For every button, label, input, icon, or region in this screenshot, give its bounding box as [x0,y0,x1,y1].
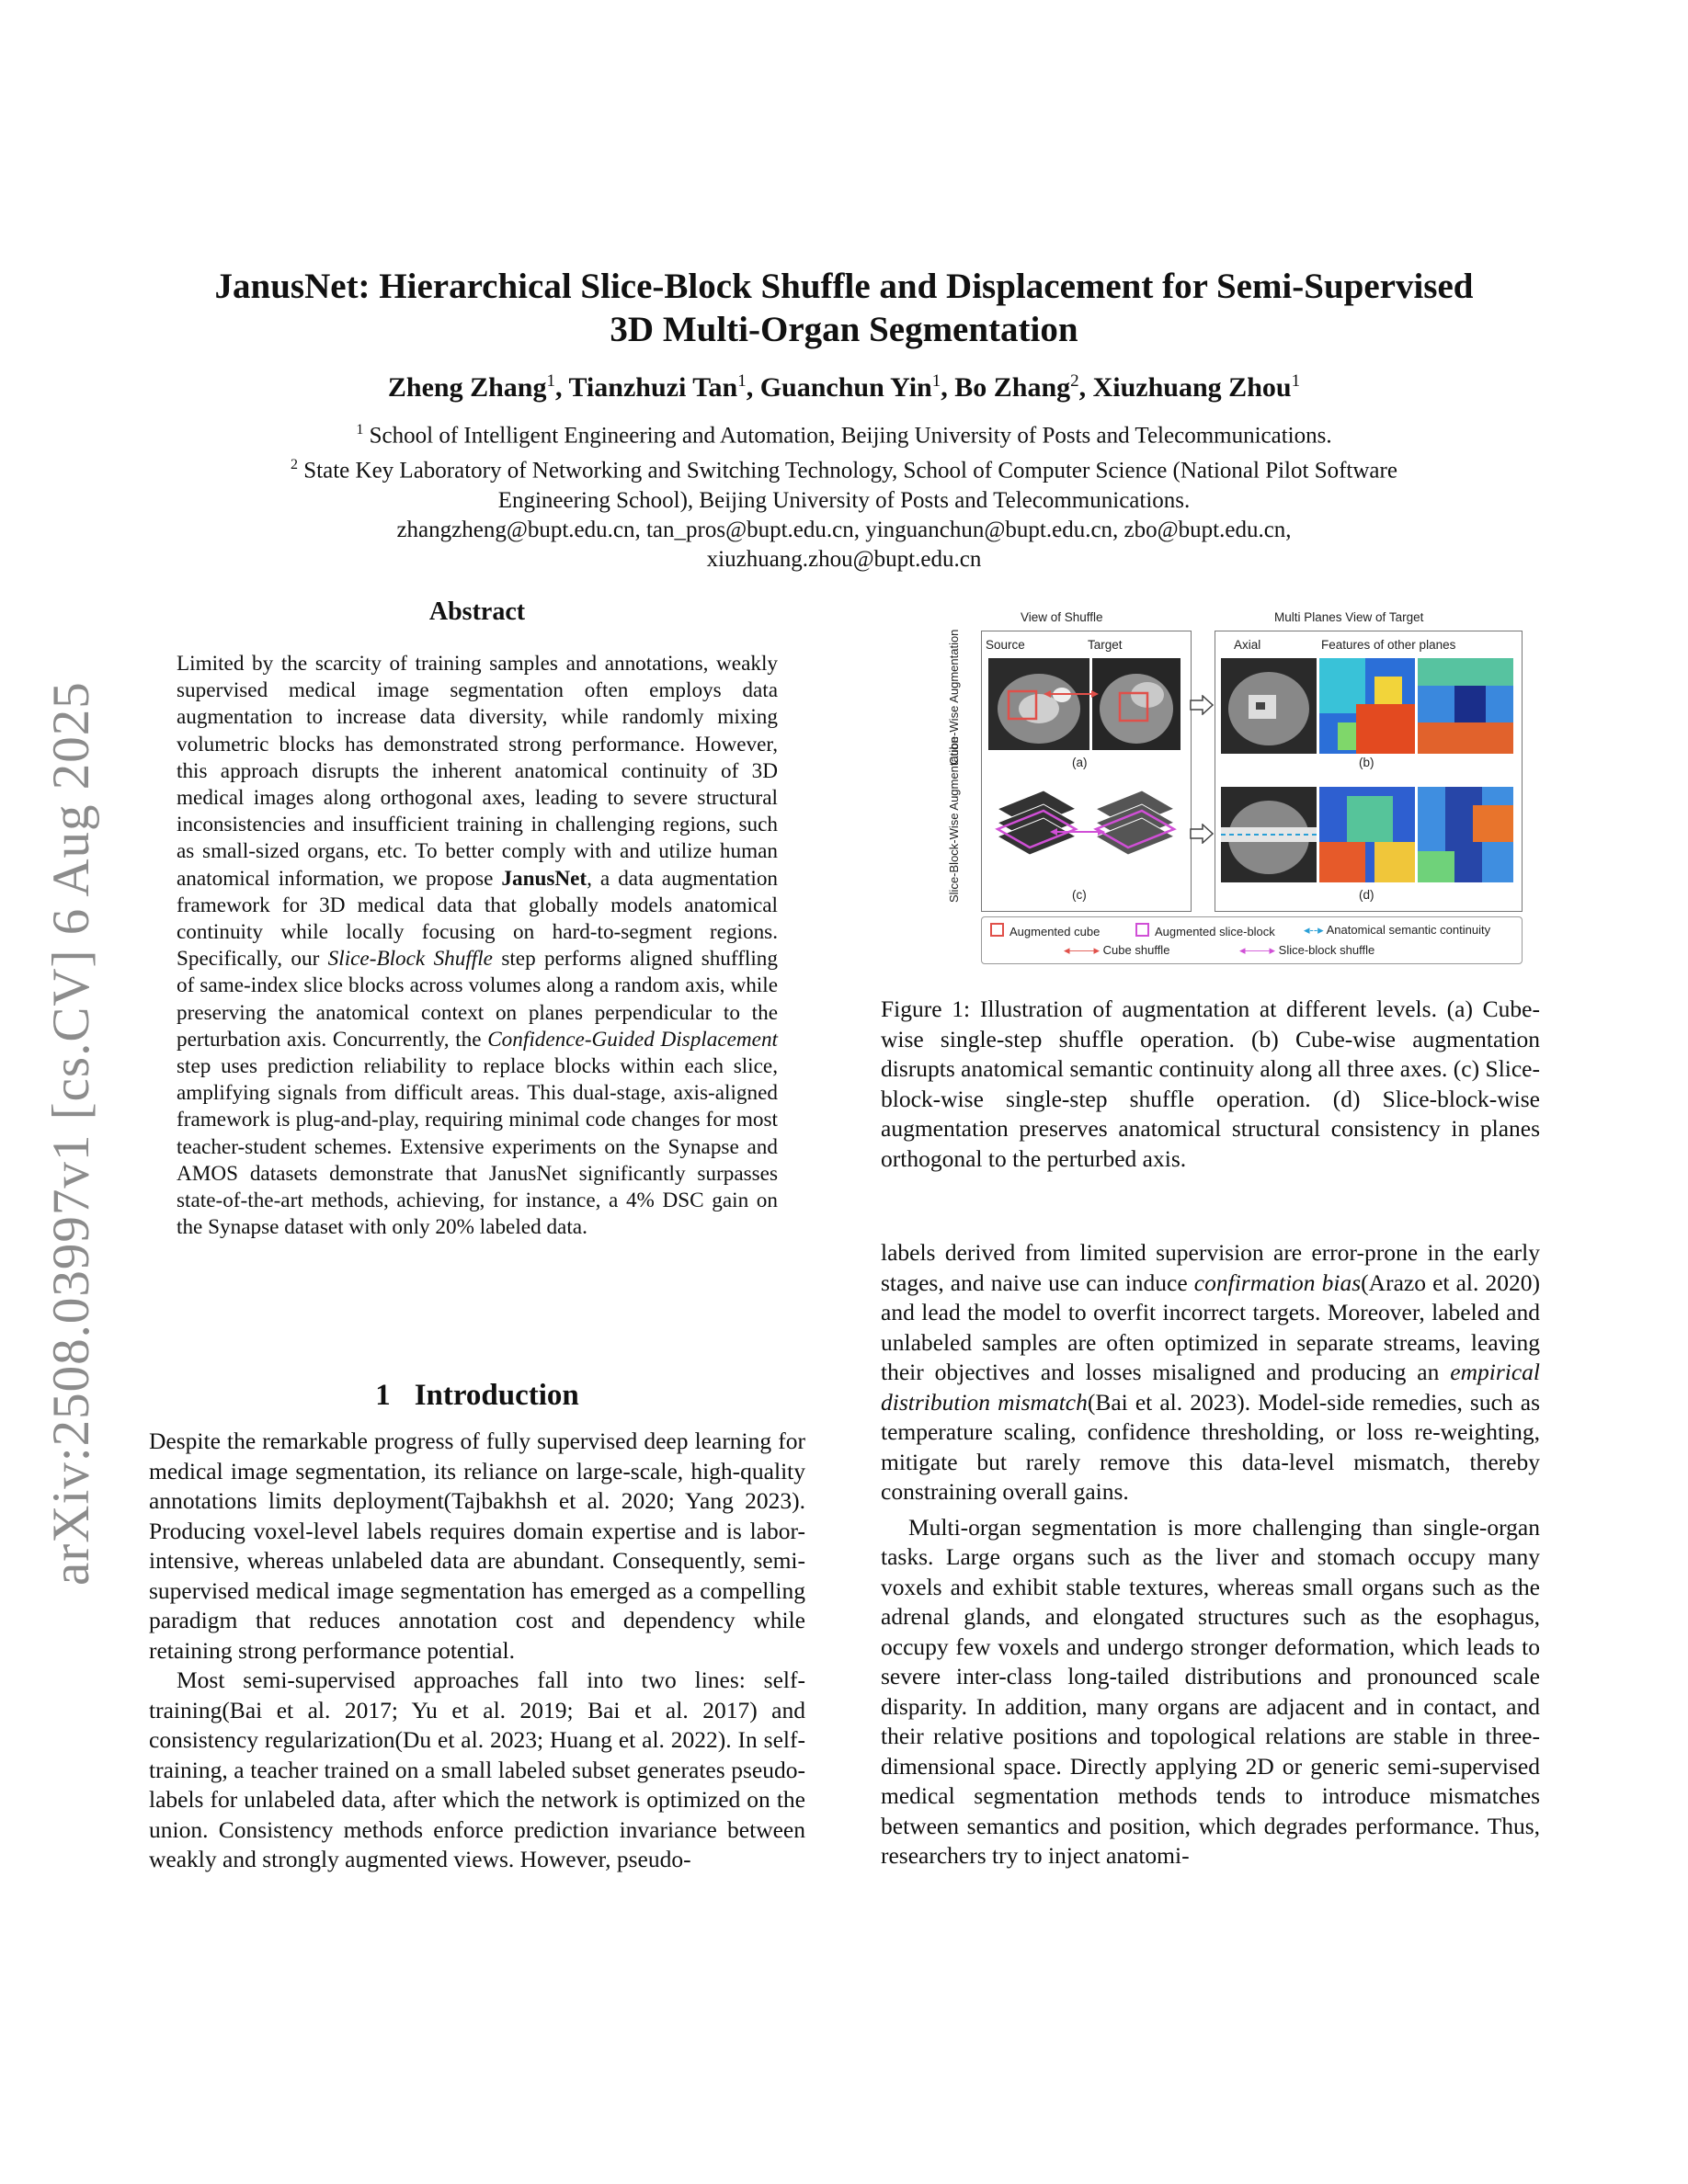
row1-label: Cube-Wise Augmentation [947,629,961,765]
col-features-label: Features of other planes [1321,638,1456,652]
title-line-2: 3D Multi-Organ Segmentation [610,310,1078,349]
figure-header-left: View of Shuffle [1021,610,1103,624]
author-affiliation-mark: 1 [931,371,941,391]
author-affiliation-mark: 1 [1291,371,1301,391]
affiliation-1 [138,415,1550,450]
text-run: (Bai et al. 2023). Model-side remedies, such as temperature scaling, confidence thresholding, or loss re-weighting, mitigate but rarely remove this data-level mismatch, thereby constraining overall gains. [881,1388,1540,1505]
paragraph [881,1238,1540,1507]
abstract-run: , a data augmentation framework for 3D medical data that globally models anatomical continuity while locally focusing on hard-to-segment regions. Specifically, our [177,866,779,972]
legend-arrow-icon: ◂——▸ [1239,943,1279,957]
section-title: Introduction [414,1379,579,1412]
figure-caption: Figure 1: Illustration of augmentation at different levels. (a) Cube-wise single-step shuffle operation. (b) Cube-wise augmentation disrupts anatomical semantic continuity along all three axes. (c) Slice-block-wise single-step shuffle operation. (d) Slice-block-wise augmentation preserves anatomical structural consistency in planes orthogonal to the perturbed axis. [881,995,1540,1172]
abstract-run: step uses prediction reliability to replace blocks within each slice, amplifying signals from difficult areas. This dual-stage, axis-aligned framework is plug-and-play, requiring minimal code changes for most teacher-student schemes. Extensive experiments on the Synapse and AMOS datasets demonstrate that JanusNet significantly surpasses state-of-the-art methods, achieving, for instance, a 4% DSC gain on the Synapse dataset with only 20% labeled data. [177,1054,778,1240]
legend-swatch [990,923,1004,937]
author-name: Xiuzhuang Zhou [1092,372,1292,403]
abstract-bold: JanusNet [501,866,587,891]
title-line-1: JanusNet: Hierarchical Slice-Block Shuffle and Displacement for Semi-Supervised [214,267,1474,306]
author-affiliation-mark: 2 [1070,371,1079,391]
paragraph: Despite the remarkable progress of fully supervised deep learning for medical image segmentation, its reliance on large-scale, high-quality annotations limits deployment(Tajbakhsh et al. 2020; Yang 2023). Producing voxel-level labels requires domain expertise and is labor-intensive, whereas unlabeled data are abundant. Consequently, semi-supervised medical image segmentation has emerged as a compelling paradigm that reduces annotation cost and dependency while retaining strong performance potential. [149,1428,805,1664]
abstract-emphasis: Slice-Block Shuffle [327,947,493,972]
abstract-run: step performs aligned shuffling of same-index slice blocks across volumes along a random axis, while preserving the anatomical context on planes perpendicular to the perturbation axis. Concurrently, the [177,947,778,1052]
author-affiliation-mark: 1 [546,371,555,391]
affiliation-2-cont: Engineering School), Beijing University of Posts and Telecommunications. [497,487,1191,513]
panel-d-label: (d) [1359,888,1374,902]
feature-map-d1 [1319,787,1415,882]
panel-c-label: (c) [1072,888,1087,902]
author-name: Guanchun Yin [759,372,932,403]
paragraph: Most semi-supervised approaches fall into two lines: self-training(Bai et al. 2017; Yu et al. 2019; Bai et al. 2017) and consistency regularization(Du et al. 2023; Huang et al. 2022). In self-training, a teacher trained on a small labeled subset generates pseudo-labels for unlabeled data, after which the network is optimized on the union. Consistency methods enforce prediction invariance between weakly and strongly augmented views. However, pseudo- [149,1666,805,1872]
right-arrow-icon [1190,824,1214,844]
col-target-label: Target [1088,638,1123,652]
legend-augmented-cube [990,923,1100,938]
legend-label: Anatomical semantic continuity [1326,923,1491,937]
affiliation-2 [138,450,1550,485]
right-arrow-icon [1190,695,1214,715]
author-name: Zheng Zhang [387,372,547,403]
author-affiliation-mark: 1 [737,371,747,391]
paragraph: Multi-organ segmentation is more challenging than single-organ tasks. Large organs such as the liver and stomach occupy many voxels and exhibit stable textures, whereas small organs such as the adrenal glands, and elongated structures such as the esophagus, occupy few voxels and undergo stronger deformation, which leads to severe inter-class long-tailed distributions and pronounced scale disparity. In addition, many organs are adjacent and in contact, and their relative positions and topological relations are stable in three-dimensional space. Directly applying 2D or generic semi-supervised medical segmentation methods tends to introduce mismatches between semantics and position, which degrades performance. Thus, researchers try to inject anatomi- [881,1513,1540,1869]
section-number: 1 [375,1379,391,1412]
affiliations [138,415,1550,574]
row2-label: Slice-Block-Wise Augmentation [947,736,961,903]
emails: zhangzheng@bupt.edu.cn, tan_pros@bupt.edu.cn, yinguanchun@bupt.edu.cn, zbo@bupt.edu.cn, [396,517,1292,542]
abstract-text [177,651,778,1241]
legend-label: Augmented slice-block [1155,925,1275,938]
legend-slice-block-shuffle [1239,943,1374,958]
abstract-heading: Abstract [428,597,526,626]
legend-swatch [1135,923,1149,937]
legend-label: Cube shuffle [1102,943,1170,957]
text-run: (Arazo et al. 2020) and lead the model to overfit incorrect targets. Moreover, labeled and unlabeled samples are often optimized in separate streams, leaving their objectives and losses misaligned and producing an [881,1268,1540,1385]
feature-map-d2 [1418,787,1513,882]
figure-1 [947,610,1523,978]
legend-anatomical-continuity [1304,923,1490,938]
paper-title [138,265,1550,351]
cube-shuffle-arrow [1044,688,1099,700]
section-heading [149,1379,805,1413]
legend-label: Augmented cube [1009,925,1101,938]
affiliation-text: School of Intelligent Engineering and Automation, Beijing University of Posts and Telecommunications. [363,423,1332,449]
axial-image-d [1221,787,1317,882]
author-list: Zheng Zhang$^1$, Tianzhuzi Tan$^1$, Guanchun Yin$^1$, Bo Zhang$^2$, Xiuzhuang Zhou$^1$ [387,371,1301,403]
col-axial-label: Axial [1234,638,1261,652]
affiliation-mark: 2 [291,457,299,473]
abstract-emphasis: Confidence-Guided Displacement [487,1027,778,1052]
legend-augmented-slice-block [1135,923,1275,938]
author-name: Tianzhuzi Tan [568,372,738,403]
arxiv-identifier: arXiv:2508.03997v1 [cs.CV] 6 Aug 2025 [42,681,100,1586]
text-emphasis: confirmation bias [1193,1268,1362,1296]
emails-cont: xiuzhuang.zhou@bupt.edu.cn [706,546,982,572]
axial-image-b [1221,658,1317,754]
text-run: labels derived from limited supervision are error-prone in the early stages, and naive use can induce [881,1239,1540,1296]
legend-label: Slice-block shuffle [1278,943,1375,957]
source-ct-image [988,658,1089,750]
panel-a-label: (a) [1072,756,1088,769]
right-column-body [881,1238,1540,1871]
affiliation-mark: 1 [356,422,364,438]
author-name: Bo Zhang [954,372,1071,403]
legend-arrow-icon: ◂——▸ [1064,943,1103,957]
target-ct-image [1092,658,1180,750]
feature-map-b1 [1319,658,1415,754]
affiliation-text: State Key Laboratory of Networking and Switching Technology, School of Computer Science (National Pilot Software [298,458,1397,483]
panel-b-label: (b) [1359,756,1374,769]
text-emphasis: empirical distribution mismatch [881,1359,1540,1416]
figure-header-right: Multi Planes View of Target [1274,610,1424,624]
left-column-body [149,1427,805,1875]
abstract-run: Limited by the scarcity of training samples and annotations, weakly supervised medical image segmentation often employs data augmentation to increase data diversity, while randomly mixing volumetric blocks has demonstrated strong performance. However, this approach disrupts the inherent anatomical continuity of 3D medical images along orthogonal axes, leading to severe structural inconsistencies and insufficient training in challenging regions, such as small-sized organs, etc. To better comply with and utilize human anatomical information, we propose [177,652,778,891]
legend-cube-shuffle [1064,943,1169,958]
legend-dashed-arrow-icon: ◂‑‑▸ [1304,923,1327,937]
slice-shuffle-arrow [1050,825,1105,838]
col-source-label: Source [986,638,1025,652]
feature-map-b2 [1418,658,1513,754]
